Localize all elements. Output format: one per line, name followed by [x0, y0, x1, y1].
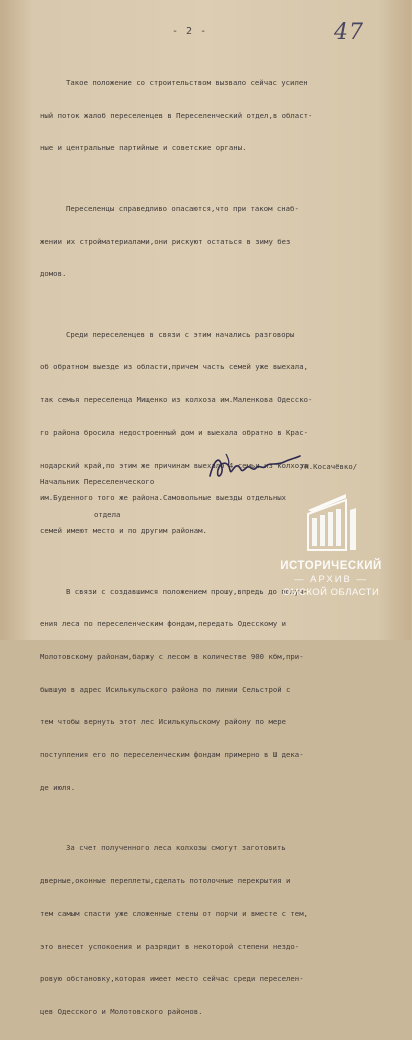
page-number: - 2 - — [172, 26, 208, 37]
archive-watermark — [262, 490, 400, 630]
signatory-title-line: отдела — [94, 509, 121, 519]
body-line: ения леса по переселенческим фондам,передать Одесскому и — [40, 619, 287, 629]
body-line: де июля. — [40, 782, 76, 792]
archive-building-icon — [302, 490, 360, 554]
watermark-line: — АРХИВ — — [293, 574, 369, 585]
body-line: тем чтобы вернуть этот лес Исилькульскому району по мере — [40, 717, 287, 727]
body-line: ровую обстановку,которая имеет место сейчас среди переселен- — [40, 974, 304, 984]
watermark-line: ОМСКОЙ ОБЛАСТИ — [282, 587, 380, 598]
body-line: им.Буденного того же района.Самовольные выезды отдельных — [40, 493, 287, 503]
body-line: об обратном выезде из области,причем часть семей уже выехала, — [40, 362, 308, 372]
body-line: В связи с создавшимся положением прошу,впредь до получ- — [66, 586, 308, 596]
signatory-name: /Н.Косачёвко/ — [300, 462, 358, 471]
handwritten-signature — [206, 446, 302, 488]
body-line: Переселенцы справедливо опасаются,что при таком снаб- — [66, 203, 299, 213]
signatory-title — [40, 455, 154, 542]
body-line: дверные,оконные переплеты,сделать потолочные перекрытия и — [40, 876, 291, 886]
body-line: домов. — [40, 269, 67, 279]
body-line: Молотовскому районам,баржу с лесом в количестве 900 кбм,при- — [40, 652, 304, 662]
archive-page-number: 47 — [334, 20, 364, 45]
body-line: жении их стройматериалами,они рискуют остаться в зиму без — [40, 236, 291, 246]
body-line: поступления его по переселенческим фондам примерно в Ш дека- — [40, 750, 304, 760]
watermark-line: ИСТОРИЧЕСКИЙ — [280, 560, 382, 572]
body-line: так семья переселенца Мищенко из колхоза им.Маленкова Одесско- — [40, 395, 313, 405]
body-line: Такое положение со строительством вызвало сейчас усилен — [66, 77, 308, 87]
signatory-title-line: Начальник Переселенческого — [40, 476, 155, 486]
body-line: цев Одесского и Молотовского районов. — [40, 1007, 203, 1017]
body-line: За счет полученного леса колхозы смогут заготовить — [66, 843, 286, 853]
body-line: го района бросила недостроенный дом и выехала обратно в Крас- — [40, 427, 308, 437]
body-line: нодарский край,по этим же причинам выехало 4 семьи из колхоза — [40, 460, 308, 470]
body-line: Среди переселенцев в связи с этим начались разговоры — [66, 329, 295, 339]
body-line: семей имеют место и по другим районам. — [40, 526, 207, 536]
body-line: бывшую в адрес Исилькульского района по линии Сельстрой с — [40, 684, 291, 694]
body-line: ный поток жалоб переселенцев в Переселенческий отдел,в област- — [40, 110, 313, 120]
body-line: тем самым спасти уже сложенные стены от порчи и вместе с тем, — [40, 908, 308, 918]
body-line: это внесет успокоения и разрядит в некоторой степени нездо- — [40, 941, 300, 951]
body-line: ные и центральные партийные и советские органы. — [40, 143, 247, 153]
